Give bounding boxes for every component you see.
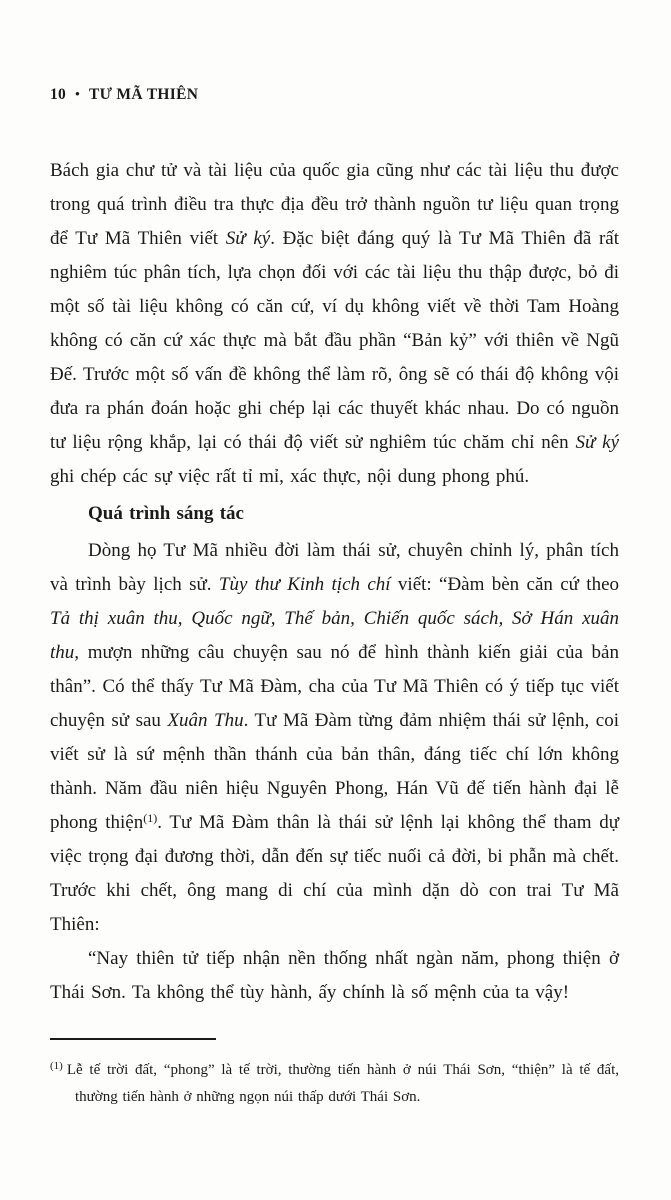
footnote-reference: (1) xyxy=(143,811,158,825)
body-paragraphs xyxy=(50,154,619,1010)
text-run: viết: “Đàm bèn căn cứ theo xyxy=(390,574,620,595)
text-run: Tùy thư Kinh tịch chí xyxy=(218,574,391,595)
footnote-text xyxy=(50,1053,619,1111)
text-run: . Đặc biệt đáng quý là Tư Mã Thiên đã rất nghiêm túc phân tích, lựa chọn đối với các tài liệu thu thập được, bỏ đi một số tài liệu không có căn cứ, ví dụ không viết về thời Tam Hoàng không có căn cứ xác thực mà bắt đầu phần “Bản kỷ” với thiên về Ngũ Đế. Trước một số vấn đề không thể làm rõ, ông sẽ có thái độ không vội đưa ra phán đoán hoặc ghi chép lại các thuyết khác nhau. Do có nguồn tư liệu rộng khắp, lại có thái độ viết sử nghiêm túc chăm chỉ nên xyxy=(50,228,619,453)
text-run: Sử ký xyxy=(225,228,271,249)
text-run: Sử ký xyxy=(575,432,620,453)
page-number: 10 xyxy=(50,86,67,103)
section-heading xyxy=(50,497,619,531)
text-run: ghi chép các sự việc rất tỉ mỉ, xác thực, nội dung phong phú. xyxy=(50,466,530,487)
footnote-marker: (1) xyxy=(50,1060,63,1072)
text-run: Bách gia chư tử và tài liệu của quốc gia cũng như các tài liệu thu được trong quá trình điều tra thực địa đều trở thành nguồn tư liệu quan trọng để Tư Mã Thiên viết xyxy=(50,160,619,249)
text-run: . Tư Mã Đàm từng đảm nhiệm thái sử lệnh, coi viết sử là sứ mệnh thần thánh của bản thân, đáng tiếc chí lớn không thành. Năm đầu niên hiệu Nguyên Phong, Hán Vũ đế tiến hành đại lễ phong thiện xyxy=(50,710,619,833)
paragraph xyxy=(50,154,619,494)
text-run: Quá trình sáng tác xyxy=(88,503,244,524)
text-run: mượn những câu chuyện sau nó để hình thành kiến giải của bản thân”. Có thể thấy Tư Mã Đàm, cha của Tư Mã Thiên có ý tiếp tục viết chuyện sử sau xyxy=(50,642,619,731)
paragraph xyxy=(50,534,619,942)
book-title: TƯ MÃ THIÊN xyxy=(88,86,199,103)
text-run: Dòng họ Tư Mã nhiều đời làm thái sử, chuyên chỉnh lý, phân tích và trình bày lịch sử. xyxy=(50,540,619,595)
text-run: . Tư Mã Đàm thân là thái sử lệnh lại không thể tham dự việc trọng đại đương thời, dẫn đến sự tiếc nuối cả đời, bi phẫn mà chết. Trước khi chết, ông mang di chí của mình dặn dò con trai Tư Mã Thiên: xyxy=(50,812,619,935)
paragraph xyxy=(50,942,619,1010)
footnote-divider xyxy=(50,1038,216,1040)
text-run: Lễ tế trời đất, “phong” là tế trời, thường tiến hành ở núi Thái Sơn, “thiện” là tế đất, thường tiến hành ở những ngọn núi thấp dưới Thái Sơn. xyxy=(66,1062,619,1105)
running-head xyxy=(50,86,619,104)
text-run: Tả thị xuân thu, Quốc ngữ, Thế bản, Chiến quốc sách, Sở Hán xuân thu, xyxy=(50,608,619,663)
text-run: Xuân Thu xyxy=(167,710,244,731)
text-run: “Nay thiên tử tiếp nhận nền thống nhất ngàn năm, phong thiện ở Thái Sơn. Ta không thể tùy hành, ấy chính là số mệnh của ta vậy! xyxy=(50,948,619,1003)
footnote xyxy=(50,1038,619,1111)
header-separator-icon: • xyxy=(75,86,80,101)
